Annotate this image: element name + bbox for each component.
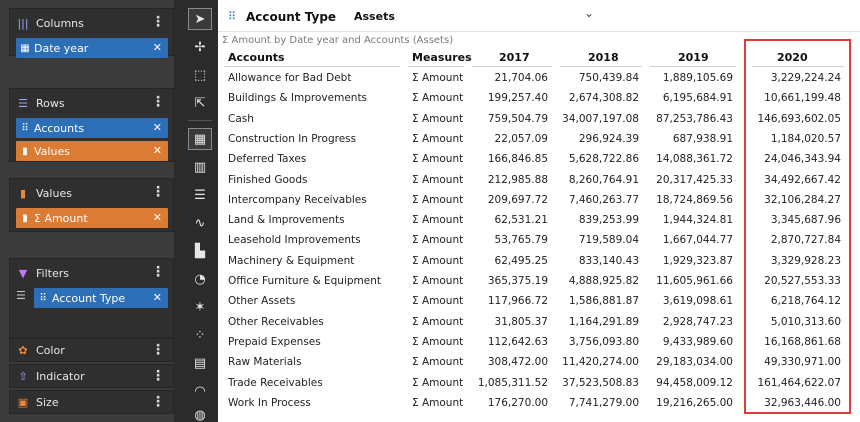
bar-chart-icon: ▮: [22, 145, 28, 157]
cell-2017: 166,846.85: [487, 153, 548, 166]
color-title: Color: [36, 343, 65, 357]
cell-measure: Σ Amount: [412, 234, 464, 247]
rows-menu-icon[interactable]: ⋮: [151, 94, 165, 110]
highlight-box: [744, 39, 851, 414]
cell-2019: 1,889,105.69: [662, 72, 733, 84]
pill-accounts[interactable]: [16, 118, 168, 138]
cell-2020: 20,527,553.33: [764, 275, 841, 287]
color-section[interactable]: [9, 338, 174, 362]
cell-2018: 3,756,093.80: [568, 335, 639, 348]
columns-menu-icon[interactable]: ⋮: [151, 14, 165, 30]
cell-2019: 1,944,324.81: [662, 214, 733, 227]
close-icon[interactable]: ✕: [152, 144, 162, 157]
cell-account: Cash: [228, 112, 254, 125]
cell-account: Other Receivables: [228, 315, 324, 328]
pill-label: Accounts: [34, 121, 85, 135]
cell-2019: 14,088,361.72: [656, 153, 733, 166]
close-icon[interactable]: ✕: [152, 121, 162, 134]
header-measures[interactable]: Measures: [412, 51, 472, 64]
cell-account: Finished Goods: [228, 173, 308, 186]
pivot-view: [218, 0, 860, 422]
treemap-icon[interactable]: ▤: [193, 355, 207, 371]
select-region-icon[interactable]: ⬚: [193, 67, 207, 83]
cell-measure: Σ Amount: [412, 112, 464, 125]
pie-chart-icon[interactable]: ◔: [194, 271, 206, 287]
lasso-icon[interactable]: ⇱: [194, 95, 206, 111]
cell-2019: 1,929,323.87: [662, 254, 733, 267]
cell-2020: 5,010,313.60: [770, 315, 841, 328]
cell-account: Construction In Progress: [228, 132, 357, 145]
cell-2018: 7,741,279.00: [568, 396, 639, 409]
cell-2017: 53,765.79: [494, 234, 548, 247]
cell-measure: Σ Amount: [412, 295, 464, 308]
cell-2020: 34,492,667.42: [764, 173, 841, 186]
cell-2020: 32,963,446.00: [764, 396, 841, 409]
fields-panel: [0, 0, 182, 422]
cell-2019: 9,433,989.60: [662, 335, 733, 348]
cell-2020: 3,229,224.24: [770, 72, 841, 84]
header-2020[interactable]: 2020: [777, 51, 808, 64]
cell-measure: Σ Amount: [412, 153, 464, 166]
pointer-icon[interactable]: ➤: [188, 8, 212, 30]
cell-2019: 19,216,265.00: [656, 396, 733, 409]
cell-2019: 11,605,961.66: [656, 275, 733, 287]
header-underline: [560, 66, 642, 67]
cell-2019: 2,928,747.23: [662, 315, 733, 328]
filter-field-label: Account Type: [246, 10, 337, 24]
cell-measure: Σ Amount: [412, 254, 464, 267]
cell-2017: 62,531.21: [494, 214, 548, 227]
cell-account: Allowance for Bad Debt: [228, 72, 352, 84]
cell-account: Raw Materials: [228, 356, 302, 369]
header-underline: [472, 66, 552, 67]
cell-2020: 1,184,020.57: [770, 132, 841, 145]
header-2017[interactable]: 2017: [499, 51, 530, 64]
cell-measure: Σ Amount: [412, 315, 464, 328]
cell-account: Trade Receivables: [228, 376, 323, 389]
indicator-section[interactable]: [9, 364, 174, 388]
rows-title: Rows: [36, 96, 65, 110]
filters-section: [9, 258, 174, 338]
bar-chart-icon[interactable]: ☰: [194, 187, 206, 203]
cell-measure: Σ Amount: [412, 376, 464, 389]
cell-2017: 112,642.63: [487, 335, 548, 348]
cell-2017: 62,495.25: [494, 254, 548, 267]
close-icon[interactable]: ✕: [152, 291, 162, 304]
visual-toolbar: [182, 0, 218, 422]
cell-2018: 719,589.04: [578, 234, 639, 247]
cell-measure: Σ Amount: [412, 173, 464, 186]
cell-measure: Σ Amount: [412, 72, 464, 84]
cell-2017: 759,504.79: [487, 112, 548, 125]
cell-2018: 7,460,263.77: [568, 193, 639, 206]
values-title: Values: [36, 186, 72, 200]
cell-measure: Σ Amount: [412, 275, 464, 287]
cell-2017: 199,257.40: [487, 92, 548, 105]
cell-2017: 117,966.72: [487, 295, 548, 308]
rows-section: [9, 88, 174, 162]
pill-date-year[interactable]: [16, 38, 168, 58]
filter-bar: [218, 0, 860, 32]
color-menu-icon[interactable]: ⋮: [151, 342, 165, 358]
cell-2018: 4,888,925.82: [568, 275, 639, 287]
values-icon: ▮: [19, 186, 27, 200]
chevron-down-icon[interactable]: ⌄: [584, 6, 595, 20]
cell-2020: 6,218,764.12: [770, 295, 841, 308]
cell-2020: 16,168,861.68: [764, 335, 841, 348]
header-underline: [224, 66, 400, 67]
cell-2018: 5,628,722.86: [568, 153, 639, 166]
cell-2017: 1,085,311.52: [477, 376, 548, 389]
cell-2017: 365,375.19: [487, 275, 548, 287]
cell-2018: 34,007,197.08: [562, 112, 639, 125]
pill-account-type[interactable]: [34, 288, 168, 308]
area-chart-icon[interactable]: ▙: [195, 243, 205, 259]
cell-2019: 94,458,009.12: [656, 376, 733, 389]
gauge-icon[interactable]: ◠: [194, 383, 206, 399]
header-2019[interactable]: 2019: [678, 51, 709, 64]
columns-title: Columns: [36, 16, 84, 30]
filters-title: Filters: [36, 266, 69, 280]
header-2018[interactable]: 2018: [588, 51, 619, 64]
cell-account: Land & Improvements: [228, 214, 345, 227]
cell-account: Work In Process: [228, 396, 311, 409]
cell-2020: 32,106,284.27: [764, 193, 841, 206]
cell-2018: 11,420,274.00: [562, 356, 639, 369]
values-section: [9, 178, 174, 232]
cell-measure: Σ Amount: [412, 193, 464, 206]
arrow-up-icon: ⇧: [18, 369, 28, 383]
cell-2019: 18,724,869.56: [656, 193, 733, 206]
toolbar-divider: [188, 120, 212, 121]
cell-2017: 22,057.09: [494, 132, 548, 145]
move-icon[interactable]: ✢: [194, 39, 206, 55]
cell-2018: 296,924.39: [578, 132, 639, 145]
cell-2018: 8,260,764.91: [568, 173, 639, 186]
cell-measure: Σ Amount: [412, 356, 464, 369]
cell-measure: Σ Amount: [412, 92, 464, 105]
header-accounts[interactable]: Accounts: [228, 51, 285, 64]
cell-2018: 1,586,881.87: [568, 295, 639, 308]
cell-2020: 161,464,622.07: [757, 376, 841, 389]
palette-icon: ✿: [18, 343, 28, 357]
columns-icon: |||: [17, 16, 29, 30]
globe-icon[interactable]: ◍: [194, 407, 206, 422]
line-chart-icon[interactable]: ∿: [194, 215, 206, 231]
cell-2017: 176,270.00: [487, 396, 548, 409]
cell-measure: Σ Amount: [412, 396, 464, 409]
pill-label: Values: [34, 144, 70, 158]
cell-2017: 308,472.00: [487, 356, 548, 369]
cell-account: Buildings & Improvements: [228, 92, 368, 105]
pill-label: Date year: [34, 41, 89, 55]
indicator-menu-icon[interactable]: ⋮: [151, 368, 165, 384]
pill-sum-amount[interactable]: [16, 208, 168, 228]
cell-2020: 24,046,343.94: [764, 153, 841, 166]
size-title: Size: [36, 395, 59, 409]
cell-2020: 3,345,687.96: [770, 214, 841, 227]
grip-icon: ⠿: [228, 10, 237, 23]
filters-menu-icon[interactable]: ⋮: [151, 264, 165, 280]
filter-icon: ▼: [18, 266, 28, 280]
cell-account: Prepaid Expenses: [228, 335, 321, 348]
cell-2018: 37,523,508.83: [562, 376, 639, 389]
column-chart-icon[interactable]: ▥: [193, 159, 207, 175]
list-icon: ☰: [16, 289, 26, 302]
cell-2018: 1,164,291.89: [568, 315, 639, 328]
scatter-icon[interactable]: ⁘: [194, 327, 206, 343]
cell-account: Office Furniture & Equipment: [228, 275, 381, 287]
cell-2019: 20,317,425.33: [656, 173, 733, 186]
cell-2017: 31,805.37: [494, 315, 548, 328]
cell-2019: 1,667,044.77: [662, 234, 733, 247]
grip-icon: ⠿: [21, 122, 29, 134]
cell-measure: Σ Amount: [412, 132, 464, 145]
pill-label: Σ Amount: [34, 211, 88, 225]
grip-icon: ⠿: [39, 292, 47, 304]
close-icon[interactable]: ✕: [152, 41, 162, 54]
filter-value-dropdown[interactable]: Assets: [354, 10, 395, 23]
close-icon[interactable]: ✕: [152, 211, 162, 224]
cell-account: Other Assets: [228, 295, 296, 308]
values-menu-icon[interactable]: ⋮: [151, 184, 165, 200]
size-section[interactable]: [9, 390, 174, 414]
cell-2020: 146,693,602.05: [757, 112, 841, 125]
cell-account: Intercompany Receivables: [228, 193, 367, 206]
pill-values[interactable]: [16, 141, 168, 161]
cell-2020: 3,329,928.23: [770, 254, 841, 267]
cell-2018: 750,439.84: [578, 72, 639, 84]
table-icon[interactable]: ▦: [188, 128, 212, 150]
calendar-icon: ▦: [20, 42, 30, 54]
rows-icon: ☰: [18, 96, 28, 110]
cell-2017: 21,704.06: [494, 72, 548, 84]
size-icon: ▣: [17, 395, 29, 409]
cell-2019: 6,195,684.91: [662, 92, 733, 105]
cell-2018: 839,253.99: [578, 214, 639, 227]
cell-account: Machinery & Equipment: [228, 254, 355, 267]
cell-2020: 49,330,971.00: [764, 356, 841, 369]
pill-label: Account Type: [52, 291, 126, 305]
cell-2020: 2,870,727.84: [770, 234, 841, 247]
cell-2019: 29,183,034.00: [656, 356, 733, 369]
cell-2018: 2,674,308.82: [568, 92, 639, 105]
cell-measure: Σ Amount: [412, 214, 464, 227]
cell-2018: 833,140.43: [578, 254, 639, 267]
header-underline: [650, 66, 736, 67]
radar-chart-icon[interactable]: ✶: [194, 299, 206, 315]
bar-chart-icon: ▮: [22, 212, 28, 224]
size-menu-icon[interactable]: ⋮: [151, 394, 165, 410]
cell-2020: 10,661,199.48: [764, 92, 841, 105]
indicator-title: Indicator: [36, 369, 85, 383]
panel-edge: [174, 0, 182, 422]
cell-2019: 87,253,786.43: [656, 112, 733, 125]
cell-2019: 3,619,098.61: [662, 295, 733, 308]
cell-measure: Σ Amount: [412, 335, 464, 348]
table-subtitle: Σ Amount by Date year and Accounts (Assets): [222, 35, 454, 46]
cell-account: Leasehold Improvements: [228, 234, 361, 247]
cell-2019: 687,938.91: [672, 132, 733, 145]
cell-2017: 209,697.72: [487, 193, 548, 206]
cell-account: Deferred Taxes: [228, 153, 307, 166]
cell-2017: 212,985.88: [487, 173, 548, 186]
header-underline: [408, 66, 464, 67]
columns-section: [9, 8, 174, 56]
